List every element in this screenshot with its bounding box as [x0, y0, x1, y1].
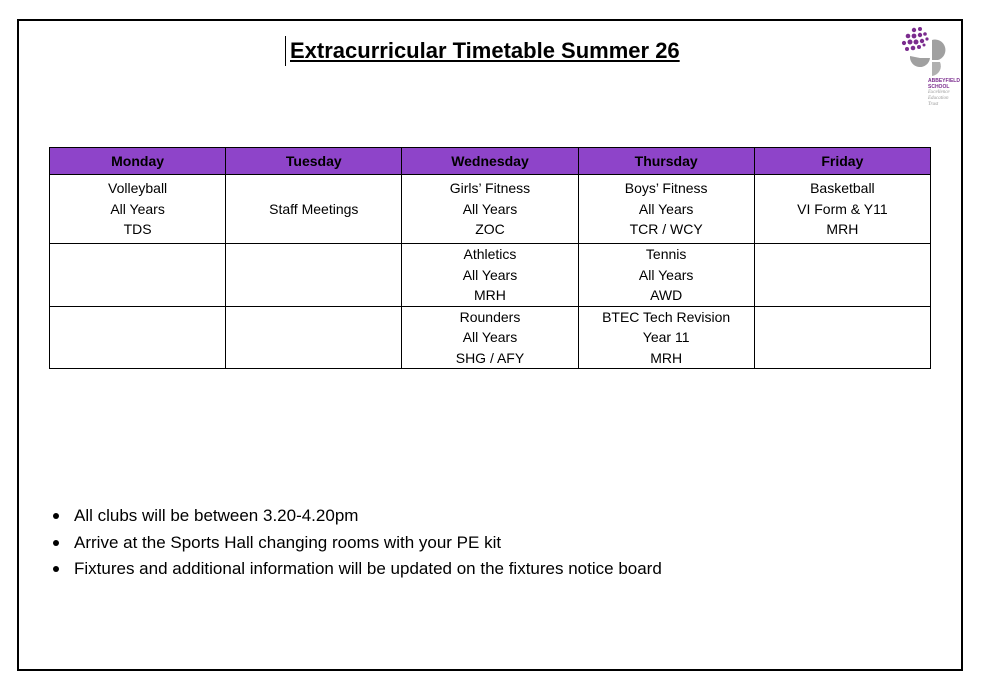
cell-staff: AWD [650, 287, 683, 303]
cell-activity: Rounders [459, 308, 521, 325]
header-monday: Monday [50, 148, 226, 175]
cell-years: All Years [462, 266, 518, 283]
table-cell [754, 175, 930, 244]
cell-years: Year 11 [642, 329, 690, 345]
table-cell-empty [50, 306, 226, 369]
table-row [50, 244, 931, 307]
table-cell [402, 306, 578, 369]
table-cell [226, 175, 402, 244]
cell-years: All Years [462, 200, 518, 217]
cell-staff: MRH [474, 287, 506, 303]
header-wednesday: Wednesday [402, 148, 578, 175]
header-tuesday: Tuesday [226, 148, 402, 175]
cell-activity: Girls’ Fitness [449, 180, 531, 197]
timetable [49, 147, 931, 369]
table-cell-empty [754, 306, 930, 369]
table-cell [50, 175, 226, 244]
cell-staff: MRH [826, 221, 859, 238]
table-cell [402, 175, 578, 244]
cell-activity: Boys’ Fitness [624, 180, 708, 197]
cell-staff: SHG / AFY [455, 349, 525, 366]
table-row [50, 175, 931, 244]
logo-sub-line3: Trust [928, 102, 939, 107]
table-cell [578, 175, 754, 244]
logo-text [928, 78, 962, 108]
cell-activity: BTEC Tech Revision [602, 308, 731, 325]
logo-name-line1: ABBEYFIELD [928, 78, 960, 84]
header-thursday: Thursday [578, 148, 754, 175]
note-item: All clubs will be between 3.20-4.20pm [52, 503, 662, 530]
logo-sub-line1: Excellence [928, 90, 950, 95]
cell-staff: TDS [123, 221, 152, 238]
cell-activity: Basketball [810, 180, 875, 197]
title-container [285, 36, 680, 66]
table-cell-empty [226, 306, 402, 369]
cell-activity: Staff Meetings [269, 200, 359, 217]
cell-years: All Years [638, 200, 694, 217]
cell-years: All Years [110, 200, 165, 217]
cell-staff: ZOC [475, 221, 505, 238]
cell-years: VI Form & Y11 [797, 200, 888, 217]
page-title: Extracurricular Timetable Summer 26 [290, 38, 680, 63]
notes-list [52, 503, 662, 583]
note-item: Arrive at the Sports Hall changing rooms with your PE kit [52, 530, 662, 557]
table-row [50, 306, 931, 369]
logo-name-line2: SCHOOL [928, 84, 950, 90]
table-cell [578, 244, 754, 307]
table-cell-empty [50, 244, 226, 307]
cell-activity: Athletics [463, 246, 517, 262]
header-row [50, 148, 931, 175]
cell-activity: Volleyball [108, 180, 168, 197]
logo-sub-line2: Education [928, 96, 949, 101]
header-friday: Friday [754, 148, 930, 175]
cell-staff: TCR / WCY [629, 221, 703, 238]
cell-staff: MRH [650, 349, 683, 366]
table-cell [578, 306, 754, 369]
table-cell-empty [754, 244, 930, 307]
cell-activity: Tennis [645, 246, 687, 262]
note-item: Fixtures and additional information will be updated on the fixtures notice board [52, 556, 662, 583]
table-cell [402, 244, 578, 307]
cell-years: All Years [638, 266, 694, 283]
cell-years: All Years [462, 329, 518, 345]
table-cell-empty [226, 244, 402, 307]
